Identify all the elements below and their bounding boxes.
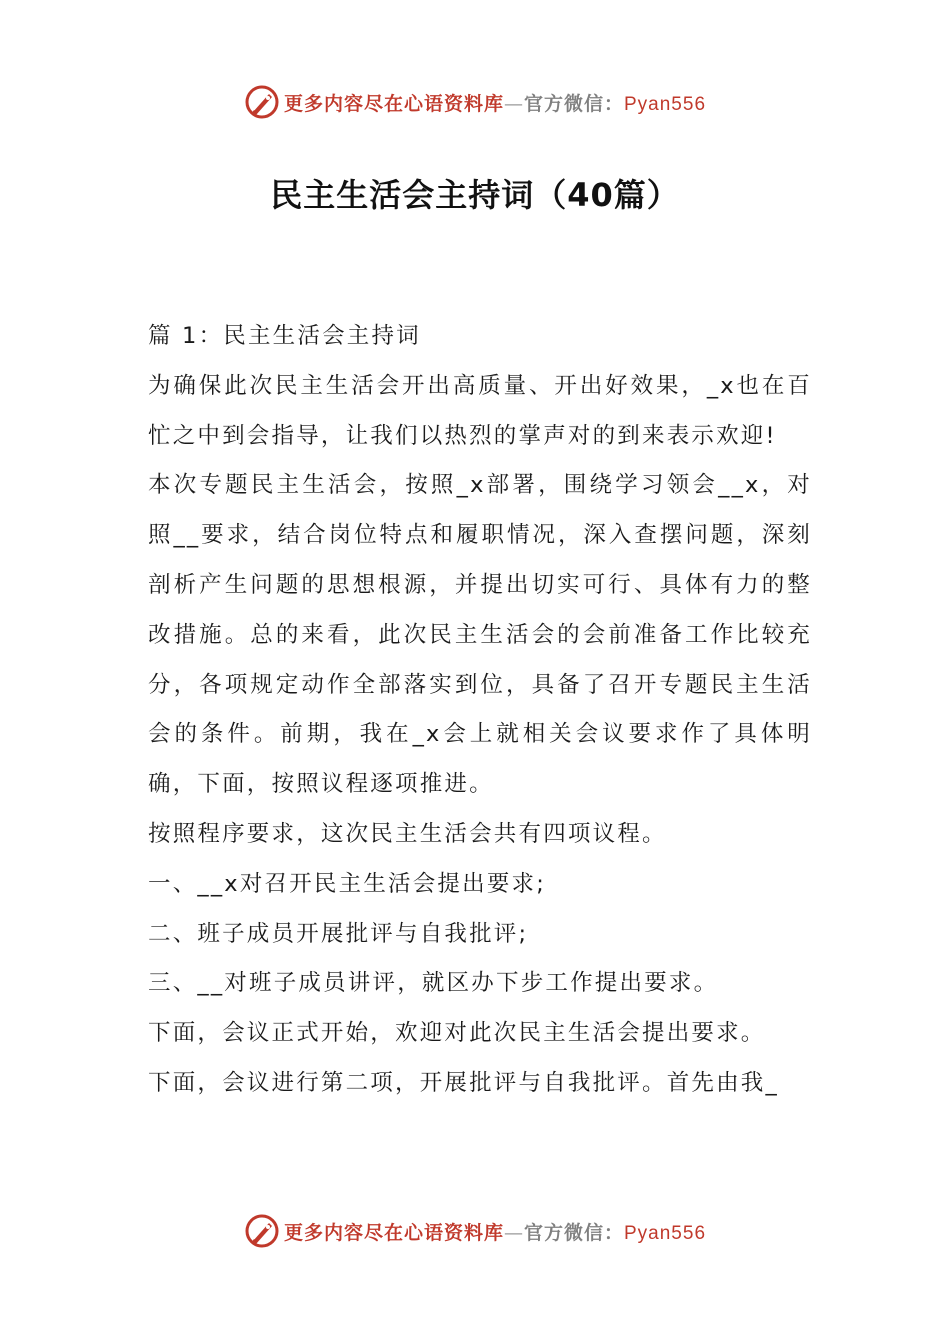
header-banner-wechat-id: Pyan556 [624, 93, 707, 115]
document-body [148, 312, 812, 1109]
body-paragraph: 下面，会议正式开始，欢迎对此次民主生活会提出要求。 [148, 1020, 766, 1047]
footer-banner [0, 1211, 950, 1251]
header-banner-dash: — [503, 92, 524, 115]
document-title: 民主生活会主持词（40篇） [270, 176, 680, 214]
body-paragraph: 为确保此次民主生活会开出高质量、开出好效果，_x也在百忙之中到会指导，让我们以热烈的掌声对的到来表示欢迎! [148, 372, 812, 449]
section-heading: 篇 1：民主生活会主持词 [148, 323, 421, 349]
body-paragraph: 本次专题民主生活会，按照_x部署，围绕学习领会__x，对照__要求，结合岗位特点和履职情况，深入查摆问题，深刻剖析产生问题的思想根源，并提出切实可行、具体有力的整改措施。总的来看，此次民主生活会的会前准备工作比较充分，各项规定动作全部落实到位，具备了召开专题民主生活会的条件。前期，我在_x会上就相关会议要求作了具体明确，下面，按照议程逐项推进。 [148, 472, 812, 798]
footer-banner-text [284, 1218, 706, 1245]
body-paragraph: 下面，会议进行第二项，开展批评与自我批评。首先由我_ [148, 1069, 779, 1096]
footer-banner-dash: — [503, 1221, 524, 1244]
header-banner-text [284, 89, 706, 116]
footer-banner-wechat-id: Pyan556 [624, 1222, 707, 1244]
body-paragraph: 按照程序要求，这次民主生活会共有四项议程。 [148, 820, 667, 847]
header-banner [0, 82, 950, 122]
header-banner-wechat-label: 官方微信： [523, 92, 624, 115]
footer-banner-wechat-label: 官方微信： [523, 1221, 624, 1244]
agenda-item: 一、__x对召开民主生活会提出要求; [148, 870, 546, 897]
agenda-item: 三、__对班子成员讲评，就区办下步工作提出要求。 [148, 970, 719, 997]
header-banner-slogan: 更多内容尽在心语资料库 [283, 92, 504, 115]
pen-logo-icon [244, 84, 280, 120]
pen-logo-icon [244, 1213, 280, 1249]
footer-banner-slogan: 更多内容尽在心语资料库 [283, 1221, 504, 1244]
agenda-item: 二、班子成员开展批评与自我批评; [148, 920, 529, 947]
